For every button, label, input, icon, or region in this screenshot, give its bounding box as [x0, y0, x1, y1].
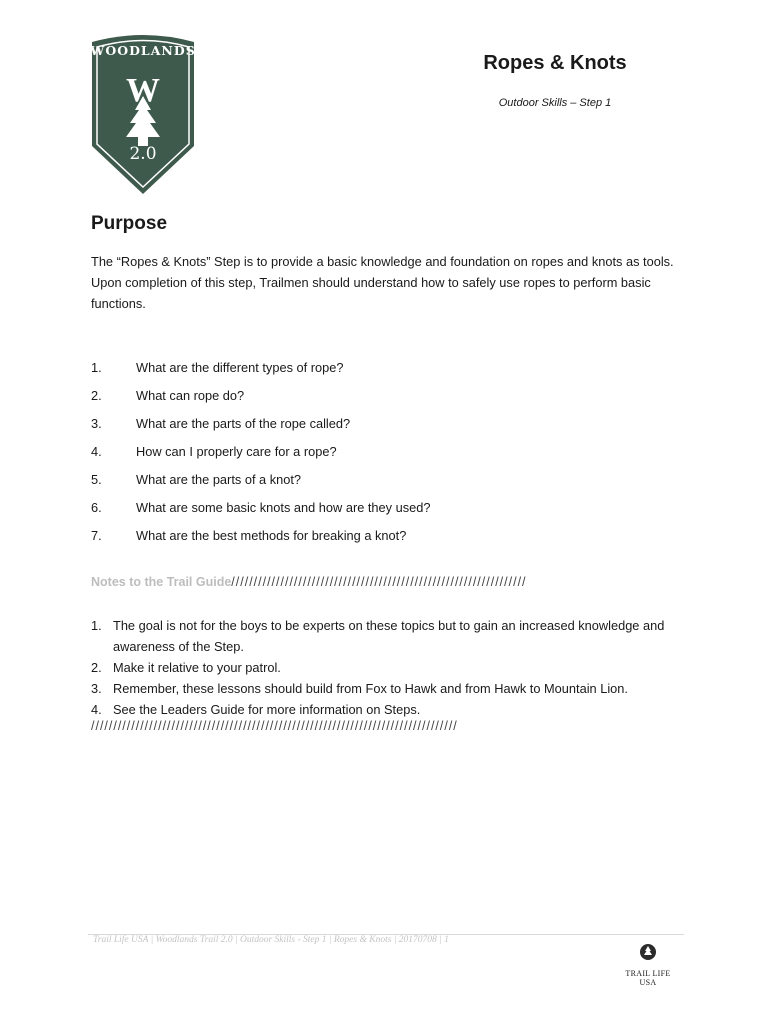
list-number: 1. — [91, 618, 102, 633]
list-item — [91, 678, 691, 699]
list-number: 7. — [91, 528, 102, 543]
list-item — [91, 657, 691, 678]
badge-woodlands-text: WOODLANDS — [90, 43, 196, 58]
list-item — [91, 385, 691, 413]
woodlands-badge-logo — [88, 34, 198, 196]
list-number: 1. — [91, 360, 102, 375]
footer-text: Trail Life USA | Woodlands Trail 2.0 | Outdoor Skills - Step 1 | Ropes & Knots | 20170708 | 1 — [93, 935, 449, 945]
list-text: What are some basic knots and how are they used? — [136, 500, 431, 515]
list-text: Remember, these lessons should build from Fox to Hawk and from Hawk to Mountain Lion. — [113, 681, 628, 696]
purpose-heading: Purpose — [91, 213, 168, 234]
list-item — [91, 357, 691, 385]
list-item — [91, 699, 691, 720]
list-item — [91, 441, 691, 469]
badge-letter: W — [126, 72, 160, 109]
badge-shield-icon — [88, 34, 198, 196]
notes-end-divider: ////////////////////////////////////////////////////////////////////////////////// — [91, 719, 458, 733]
trail-life-logo — [616, 942, 680, 987]
notes-list — [91, 615, 691, 720]
list-number: 6. — [91, 500, 102, 515]
notes-heading — [91, 575, 527, 589]
list-item — [91, 525, 691, 553]
notes-heading-slashes: ////////////////////////////////////////////////////////////////// — [231, 575, 527, 589]
list-text: What are the parts of a knot? — [136, 472, 302, 487]
list-item — [91, 615, 691, 657]
list-number: 5. — [91, 472, 102, 487]
list-text: How can I properly care for a rope? — [136, 444, 337, 459]
trail-life-emblem-icon — [638, 942, 658, 962]
list-item — [91, 413, 691, 441]
page-title: Ropes & Knots — [483, 52, 627, 74]
list-text: What are the parts of the rope called? — [136, 416, 351, 431]
list-number: 3. — [91, 681, 102, 696]
list-text: What are the different types of rope? — [136, 360, 344, 375]
list-text: What can rope do? — [136, 388, 245, 403]
list-number: 2. — [91, 660, 102, 675]
list-text: The goal is not for the boys to be experts on these topics but to gain an increased knowledge and awareness of the Step. — [113, 618, 665, 654]
purpose-paragraph: The “Ropes & Knots” Step is to provide a basic knowledge and foundation on ropes and knots as tools. Upon completion of this step, Trailmen should understand how to safely use ropes to perform basic functions. — [91, 254, 674, 311]
page-subtitle: Outdoor Skills – Step 1 — [498, 97, 612, 109]
list-text: What are the best methods for breaking a knot? — [136, 528, 407, 543]
notes-heading-label: Notes to the Trail Guide — [91, 575, 232, 589]
list-number: 4. — [91, 444, 102, 459]
list-text: Make it relative to your patrol. — [113, 660, 281, 675]
questions-list — [91, 357, 691, 553]
list-number: 2. — [91, 388, 102, 403]
list-item — [91, 497, 691, 525]
list-number: 4. — [91, 702, 102, 717]
list-number: 3. — [91, 416, 102, 431]
list-text: See the Leaders Guide for more information on Steps. — [113, 702, 421, 717]
trail-life-logo-text: TRAIL LIFE USA — [625, 969, 671, 987]
badge-version: 2.0 — [129, 144, 157, 164]
list-item — [91, 469, 691, 497]
